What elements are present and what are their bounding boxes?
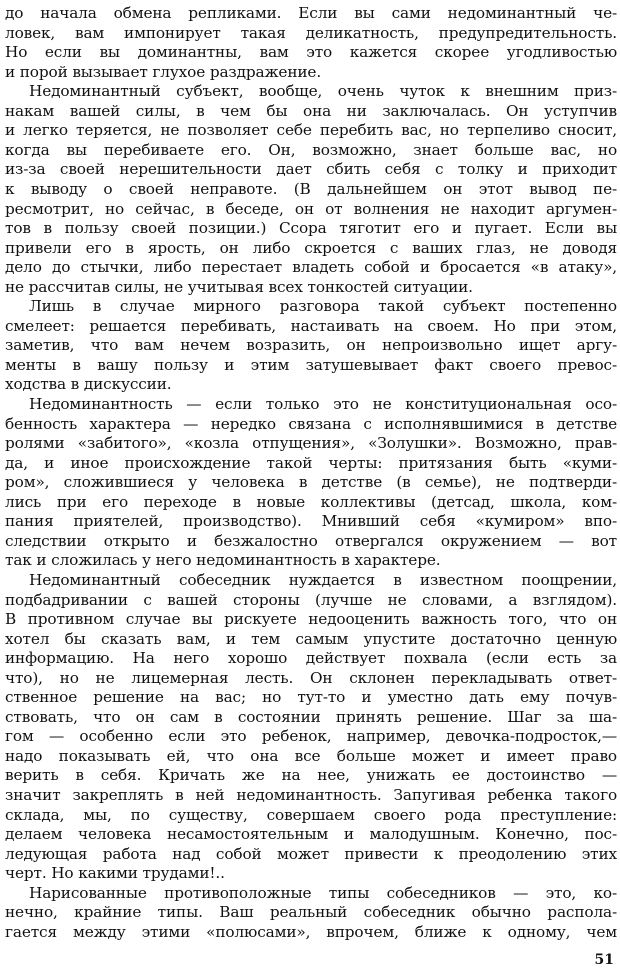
text-line: Лишь в случае мирного разговора такой субъект постепенно — [29, 297, 617, 316]
text-line: из-за своей нерешительности дает сбить себя с толку и приходит — [5, 160, 617, 179]
text-line: надо показывать ей, что она все больше может и имеет право — [5, 746, 617, 765]
text-line: нечно, крайние типы. Ваш реальный собеседник обычно распола- — [5, 903, 617, 922]
text-line: ственное решение на вас; но тут-то и уместно дать ему почув- — [5, 688, 617, 707]
text-line: и порой вызывает глухое раздражение. — [5, 62, 322, 81]
text-line: пания приятелей, производство). Мнивший себя «кумиром» впо- — [5, 512, 617, 531]
text-line: заметив, что вам нечем возразить, он непроизвольно ищет аргу- — [5, 336, 617, 355]
text-line: хотел бы сказать вам, и тем самым упустите достаточно ценную — [5, 629, 617, 648]
text-line: гом — особенно если это ребенок, например, девочка-подросток,— — [5, 727, 617, 746]
text-line: ледующая работа над собой может привести к преодолению этих — [5, 844, 617, 863]
text-line: так и сложилась у него недоминантность в характере. — [5, 551, 441, 570]
text-line: Недоминантность — если только это не конституциональная осо- — [29, 395, 617, 413]
text-line: ловек, вам импонирует такая деликатность, предупредительность. — [5, 23, 617, 42]
text-line: лись при его переходе в новые коллективы (детсад, школа, ком- — [5, 492, 617, 511]
text-line: ром», сложившиеся у человека в детстве (в семье), не подтверди- — [5, 473, 617, 492]
page-number: 51 — [594, 952, 614, 968]
text-line: тов в пользу своей позиции.) Ссора тяготит его и пугает. Если вы — [5, 219, 617, 238]
text-line: подбадривании с вашей стороны (лучше не словами, а взглядом). — [5, 590, 617, 609]
text-line: Нарисованные противоположные типы собеседников — это, ко- — [29, 883, 617, 902]
text-line: ресмотрит, но сейчас, в беседе, он от волнения не находит аргумен- — [5, 199, 617, 218]
text-line: Недоминантный собеседник нуждается в известном поощрении, — [29, 570, 617, 589]
text-line: Недоминантный субъект, вообще, очень чуток к внешним приз- — [29, 82, 617, 101]
text-line: склада, мы, по существу, совершаем своего рода преступление: — [5, 805, 617, 824]
text-line: следствии открыто и безжалостно отвергался окружением — вот — [5, 531, 617, 550]
text-line: что), но не лицемерная лесть. Он склонен перекладывать ответ- — [5, 668, 617, 687]
text-line: да, и иное происхождение такой черты: притязания быть «куми- — [5, 453, 617, 472]
text-line: ролями «забитого», «козла отпущения», «Золушки». Возможно, прав- — [5, 434, 617, 453]
text-line: накам вашей силы, в чем бы она ни заключалась. Он уступчив — [5, 101, 617, 120]
text-line: значит закреплять в ней недоминантность. Запугивая ребенка такого — [5, 786, 617, 804]
text-line: ходства в дискуссии. — [5, 375, 172, 394]
text-line: смелеет: решается перебивать, настаивать на своем. Но при этом, — [5, 316, 617, 335]
text-line: делаем человека несамостоятельным и малодушным. Конечно, пос- — [5, 825, 617, 844]
text-line: до начала обмена репликами. Если вы сами недоминантный че- — [5, 4, 617, 22]
text-line: В противном случае вы рискуете недооценить важность того, что он — [5, 610, 617, 629]
text-line: верить в себя. Кричать же на нее, унижать ее достоинство — — [5, 766, 617, 785]
text-line: черт. Но какими трудами!.. — [5, 864, 225, 883]
text-line: не рассчитав силы, не учитывая всех тонкостей ситуации. — [5, 277, 473, 296]
text-line: информацию. На него хорошо действует похвала (если есть за — [5, 649, 617, 668]
text-line: менты в вашу пользу и этим затушевывает факт своего превос- — [5, 355, 617, 374]
text-line: дело до стычки, либо перестает владеть собой и бросается «в атаку», — [5, 258, 617, 277]
text-line: ствовать, что он сам в состоянии принять решение. Шаг за ша- — [5, 707, 617, 726]
text-line: и легко теряется, не позволяет себе перебить вас, но терпеливо сносит, — [5, 121, 617, 140]
text-line: когда вы перебиваете его. Он, возможно, знает больше вас, но — [5, 140, 617, 159]
text-line: привели его в ярость, он либо скроется с ваших глаз, не доводя — [5, 238, 617, 257]
text-line: бенность характера — нередко связана с исполнявшимися в детстве — [5, 414, 617, 433]
text-line: Но если вы доминантны, вам это кажется скорее угодливостью — [5, 43, 617, 62]
text-line: гается между этими «полюсами», впрочем, ближе к одному, чем — [5, 922, 617, 941]
text-line: к выводу о своей неправоте. (В дальнейшем он этот вывод пе- — [5, 179, 617, 198]
